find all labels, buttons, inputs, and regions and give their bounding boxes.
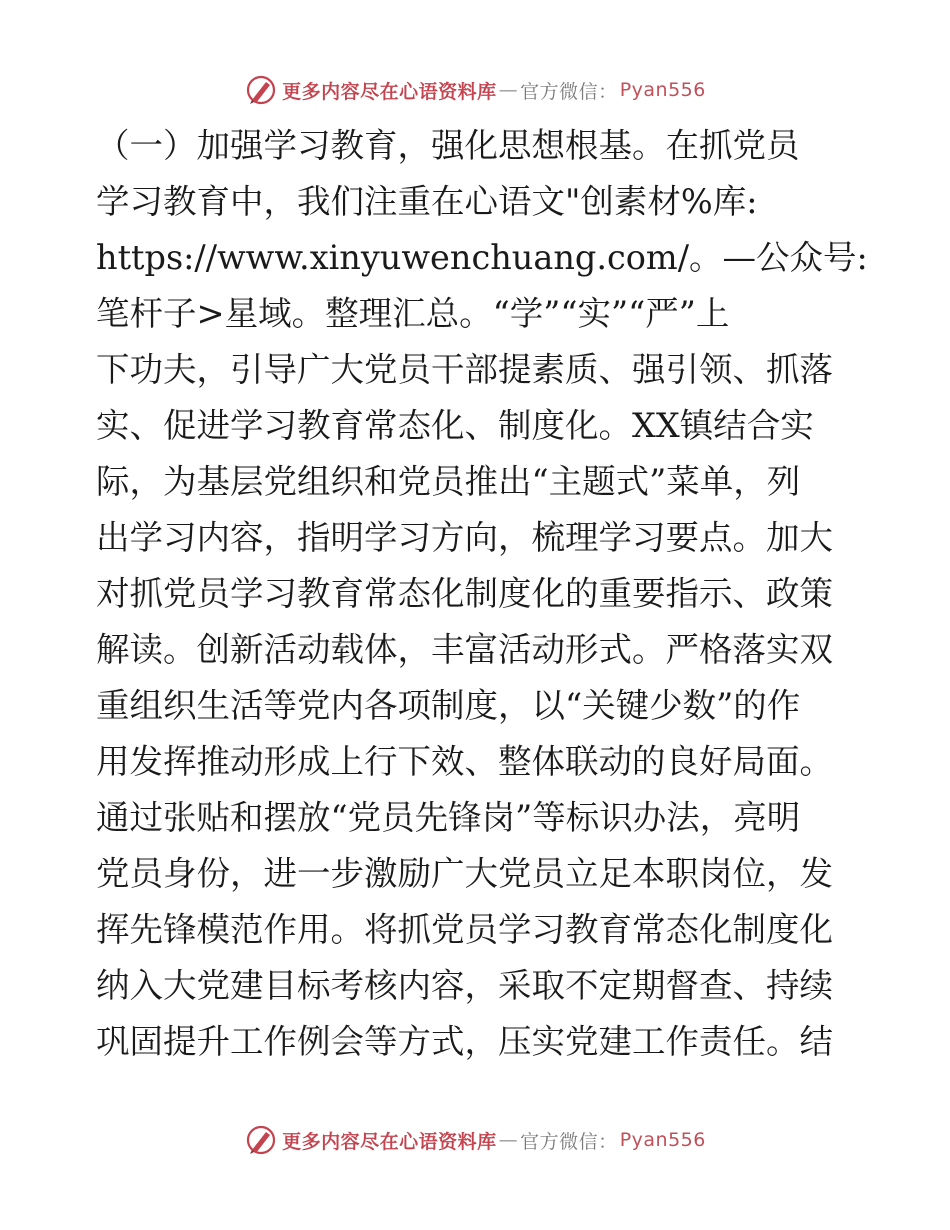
banner-main-text: 更多内容尽在心语资料库 bbox=[282, 80, 497, 103]
text-line: 用发挥推动形成上行下效、整体联动的良好局面。 bbox=[96, 742, 833, 781]
header-banner bbox=[0, 70, 950, 110]
text-line: 际，为基层党组织和党员推出“主题式”菜单，列 bbox=[96, 462, 801, 501]
text-line: 挥先锋模范作用。将抓党员学习教育常态化制度化 bbox=[96, 910, 833, 949]
text-line: 解读。创新活动载体，丰富活动形式。严格落实双 bbox=[96, 630, 833, 669]
text-line: 重组织生活等党内各项制度，以“关键少数”的作 bbox=[96, 686, 801, 725]
text-line: 党员身份，进一步激励广大党员立足本职岗位，发 bbox=[96, 854, 833, 893]
text-line: 巩固提升工作例会等方式，压实党建工作责任。结 bbox=[96, 1022, 833, 1061]
banner-wechat-label: 官方微信： bbox=[520, 1130, 618, 1153]
text-line: 对抓党员学习教育常态化制度化的重要指示、政策 bbox=[96, 574, 833, 613]
body-paragraph bbox=[96, 118, 868, 1070]
banner-wechat-label: 官方微信： bbox=[520, 80, 618, 103]
banner-wechat-id: Pyan556 bbox=[619, 1129, 706, 1151]
text-line: https://www.xinyuwenchuang.com/。—公众号: bbox=[96, 238, 868, 277]
text-line: 学习教育中，我们注重在心语文"创素材%库: bbox=[96, 182, 758, 221]
text-line: （一）加强学习教育，强化思想根基。在抓党员 bbox=[96, 126, 800, 165]
text-line: 通过张贴和摆放“党员先锋岗”等标识办法，亮明 bbox=[96, 798, 801, 837]
pen-logo-icon bbox=[244, 73, 278, 107]
banner-separator: — bbox=[498, 1129, 519, 1151]
pen-logo-icon bbox=[244, 1123, 278, 1157]
text-line: 实、促进学习教育常态化、制度化。XX镇结合实 bbox=[96, 406, 814, 445]
banner-separator: — bbox=[498, 79, 519, 101]
text-line: 纳入大党建目标考核内容，采取不定期督查、持续 bbox=[96, 966, 833, 1005]
text-line: 笔杆子>星域。整理汇总。“学”“实”“严”上 bbox=[96, 294, 730, 333]
text-line: 出学习内容，指明学习方向，梳理学习要点。加大 bbox=[96, 518, 833, 557]
banner-wechat-id: Pyan556 bbox=[619, 79, 706, 101]
banner-main-text: 更多内容尽在心语资料库 bbox=[282, 1130, 497, 1153]
footer-banner bbox=[0, 1120, 950, 1160]
text-line: 下功夫，引导广大党员干部提素质、强引领、抓落 bbox=[96, 350, 833, 389]
